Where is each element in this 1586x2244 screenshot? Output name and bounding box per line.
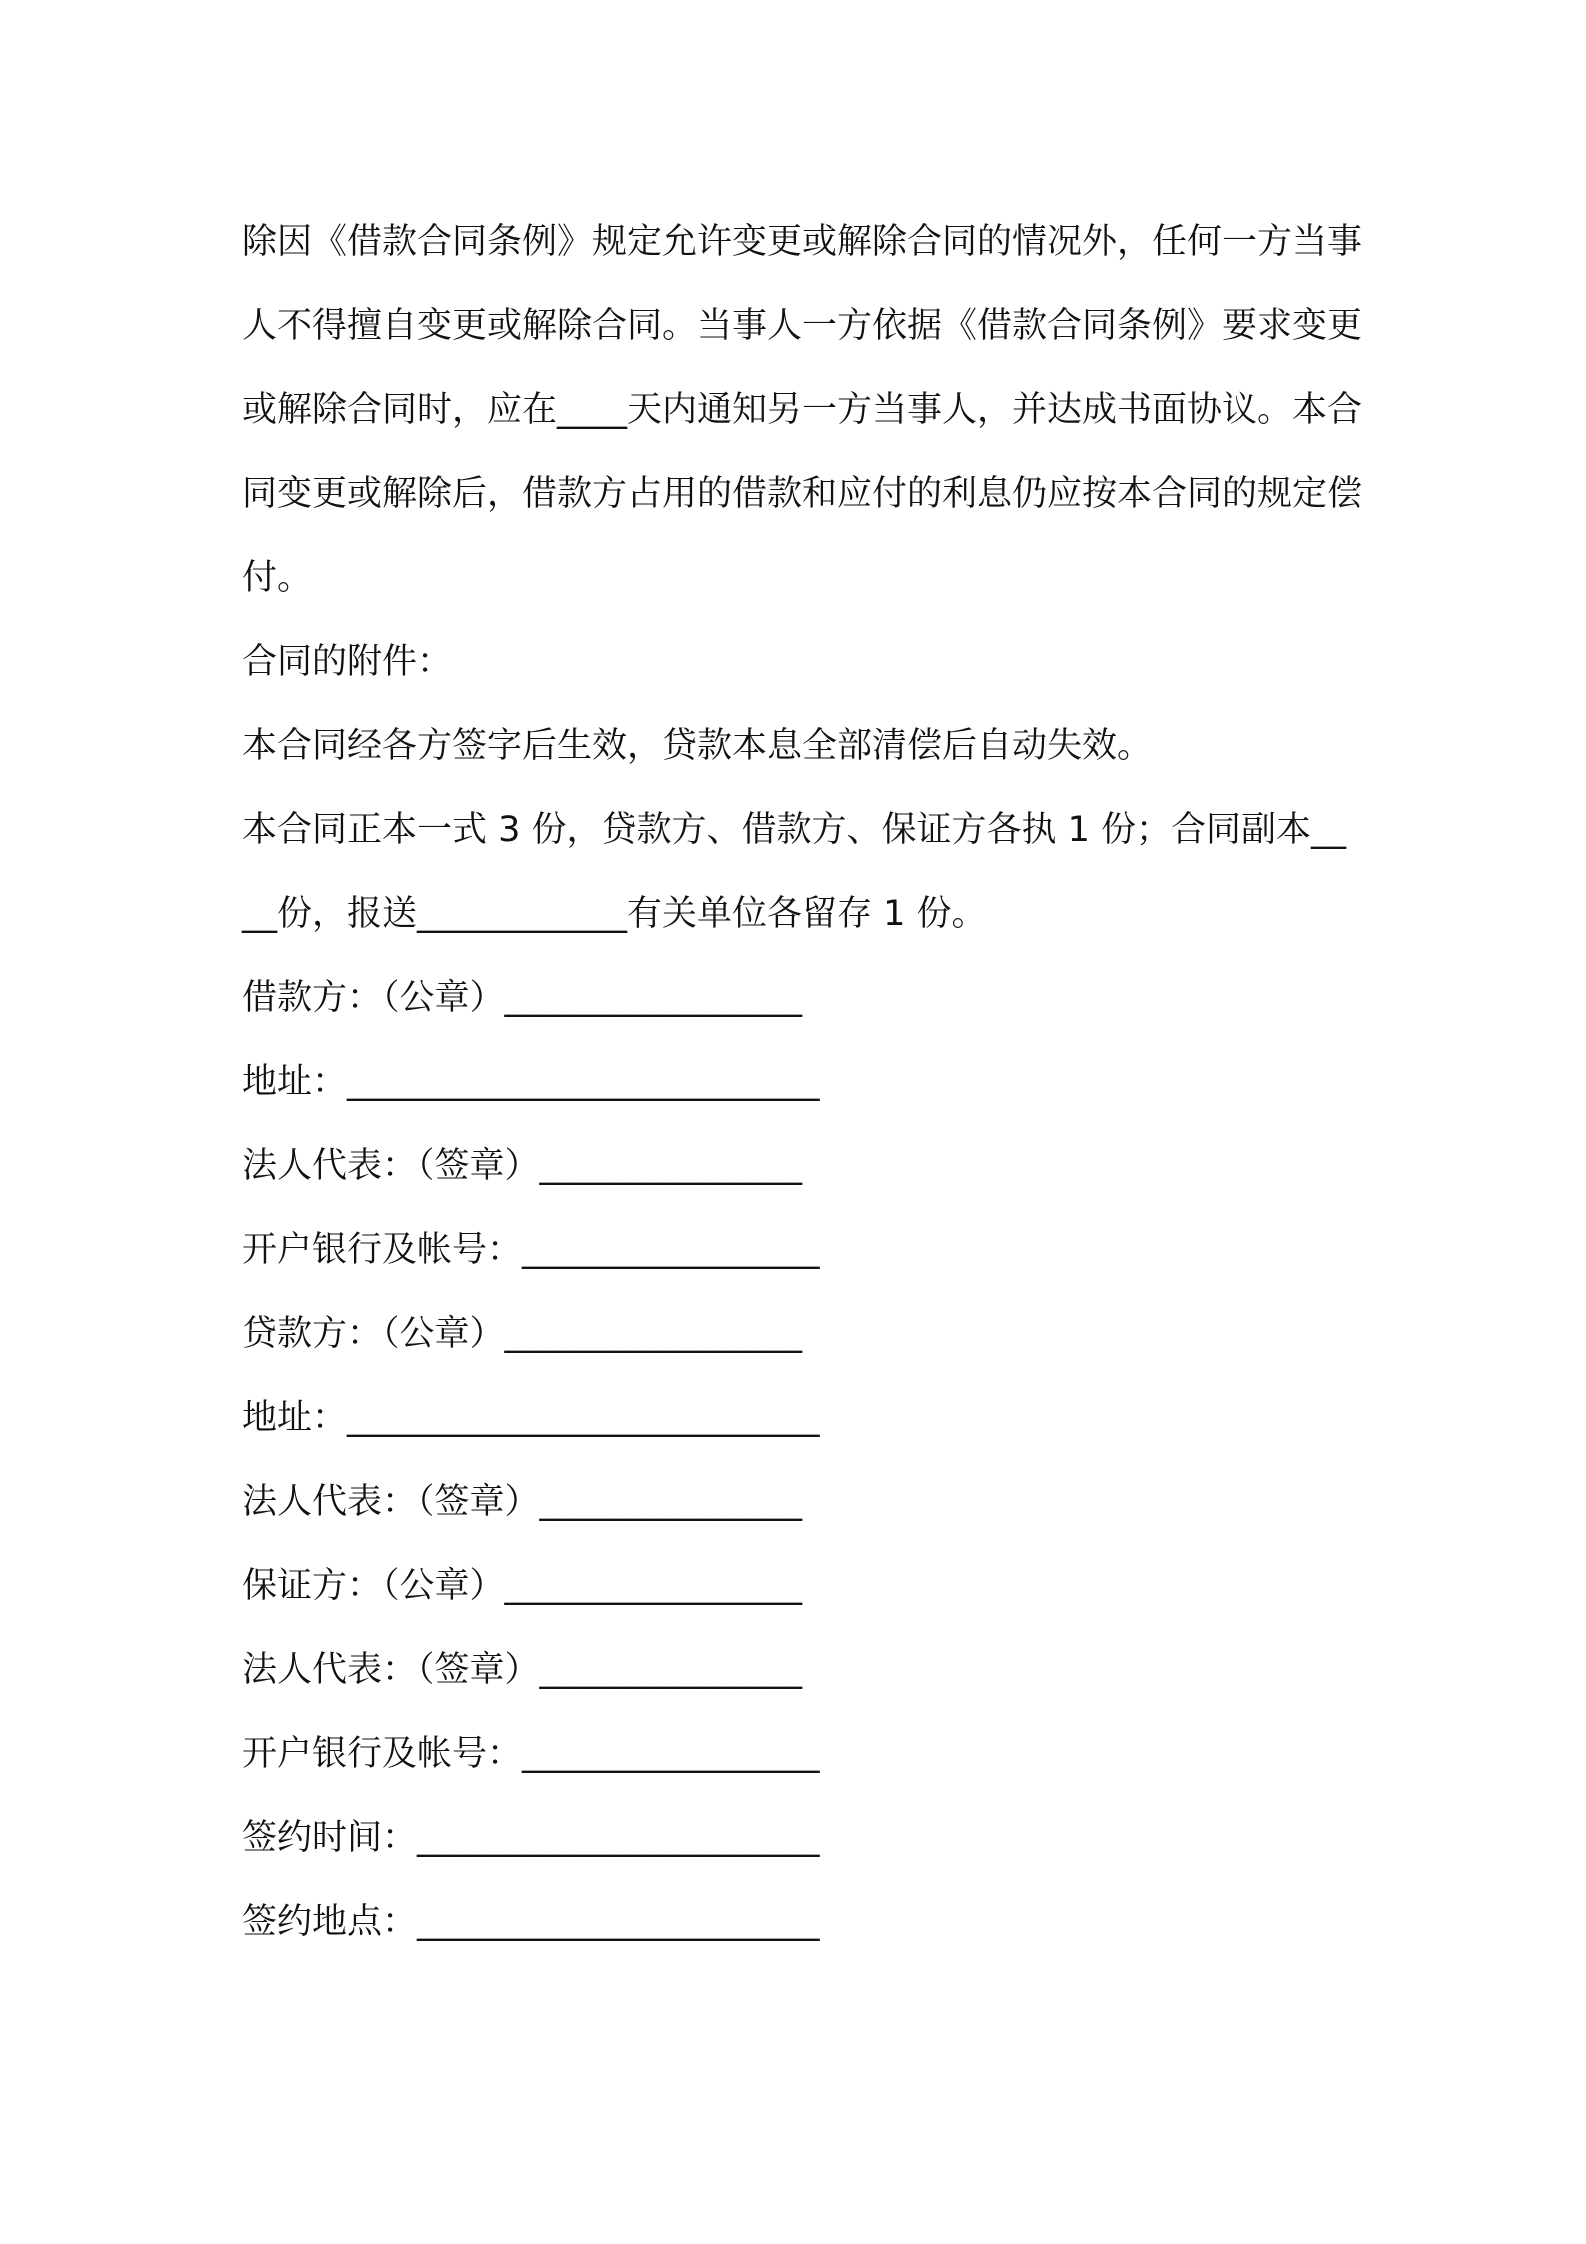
signature-line-lender-address: 地址：___________________________ xyxy=(242,1398,820,1438)
signature-line-borrower-address: 地址：___________________________ xyxy=(242,1062,820,1102)
signature-line-guarantor-legal-rep: 法人代表：（签章）_______________ xyxy=(242,1650,803,1690)
document-body xyxy=(242,200,1362,1964)
signature-line-lender-legal-rep: 法人代表：（签章）_______________ xyxy=(242,1482,803,1522)
paragraph-copies: 本合同正本一式 3 份，贷款方、借款方、保证方各执 1 份；合同副本____份，报送____________有关单位各留存 1 份。 xyxy=(242,810,1347,934)
signature-line-guarantor: 保证方：（公章）_________________ xyxy=(242,1566,803,1606)
signature-line-lender: 贷款方：（公章）_________________ xyxy=(242,1314,803,1354)
signature-line-signing-place: 签约地点：_______________________ xyxy=(242,1902,820,1942)
signature-line-borrower-bank: 开户银行及帐号：_________________ xyxy=(242,1230,820,1270)
signature-line-borrower-legal-rep: 法人代表：（签章）_______________ xyxy=(242,1146,803,1186)
signature-line-signing-time: 签约时间：_______________________ xyxy=(242,1818,820,1858)
paragraph-effective: 本合同经各方签字后生效，贷款本息全部清偿后自动失效。 xyxy=(242,726,1153,766)
paragraph-attachments: 合同的附件： xyxy=(242,642,453,682)
paragraph-contract-change: 除因《借款合同条例》规定允许变更或解除合同的情况外，任何一方当事人不得擅自变更或解除合同。当事人一方依据《借款合同条例》要求变更或解除合同时，应在____天内通知另一方当事人，并达成书面协议。本合同变更或解除后，借款方占用的借款和应付的利息仍应按本合同的规定偿付。 xyxy=(242,222,1363,598)
signature-line-borrower: 借款方：（公章）_________________ xyxy=(242,978,803,1018)
signature-line-guarantor-bank: 开户银行及帐号：_________________ xyxy=(242,1734,820,1774)
